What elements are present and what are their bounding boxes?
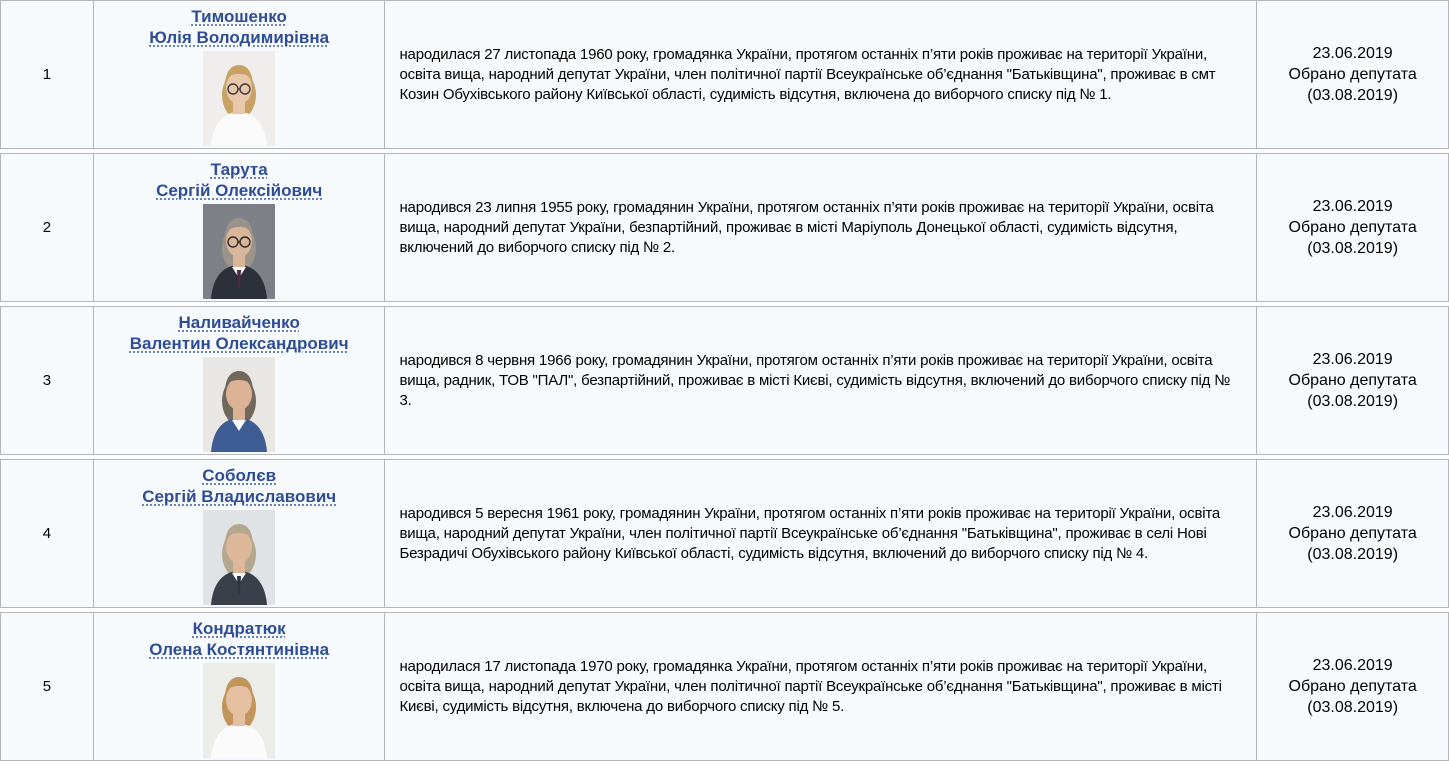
status-text: Обрано депутата	[1288, 66, 1417, 83]
candidate-surname: Наливайченко	[178, 313, 300, 332]
table-row	[0, 612, 1449, 761]
portrait-avatar-icon	[203, 357, 275, 452]
registration-date: 23.06.2019	[1312, 198, 1393, 215]
registration-date: 23.06.2019	[1312, 657, 1393, 674]
row-number-cell	[1, 307, 93, 454]
candidate-surname: Кондратюк	[192, 619, 286, 638]
row-number: 5	[42, 678, 52, 695]
candidate-cell	[93, 613, 385, 760]
candidate-cell	[93, 460, 385, 607]
status-text: Обрано депутата	[1288, 525, 1417, 542]
registration-date: 23.06.2019	[1312, 351, 1393, 368]
row-number-cell	[1, 154, 93, 301]
candidate-given-names: Юлія Володимирівна	[149, 28, 330, 47]
candidate-surname: Тимошенко	[191, 7, 287, 26]
candidate-photo	[203, 204, 275, 299]
status-date: (03.08.2019)	[1307, 699, 1399, 716]
candidate-photo	[203, 357, 275, 452]
candidate-photo	[203, 510, 275, 605]
row-number: 2	[42, 219, 52, 236]
candidate-photo	[203, 51, 275, 146]
row-number-cell	[1, 1, 93, 148]
candidate-surname: Соболєв	[202, 466, 277, 485]
candidate-given-names: Олена Костянтинівна	[149, 640, 330, 659]
status-text: Обрано депутата	[1288, 372, 1417, 389]
candidate-photo	[203, 663, 275, 758]
candidate-cell	[93, 307, 385, 454]
candidate-name-link[interactable]	[156, 159, 322, 201]
decision-cell	[1256, 1, 1448, 148]
decision-cell	[1256, 613, 1448, 760]
registration-date: 23.06.2019	[1312, 504, 1393, 521]
row-number: 4	[42, 525, 52, 542]
candidate-bio: народився 5 вересня 1961 року, громадянин України, протягом останніх п’яти років проживає на території України, освіта вища, народний депутат України, член політичної партії Всеукраїнське об’єднання "Батьківщина", проживає в селі Нові Безрадичі Обухівського району Київської області, судимість відсутня, включений до виборчого списку під № 4.	[399, 504, 1221, 562]
portrait-avatar-icon	[203, 663, 275, 758]
status-text: Обрано депутата	[1288, 219, 1417, 236]
status-date: (03.08.2019)	[1307, 240, 1399, 257]
candidate-name-link[interactable]	[149, 6, 329, 48]
status-text: Обрано депутата	[1288, 678, 1417, 695]
candidate-bio: народився 8 червня 1966 року, громадянин України, протягом останніх п’яти років проживає на території України, освіта вища, радник, ТОВ "ПАЛ", безпартійний, проживає в місті Києві, судимість відсутня, включений до виборчого списку під № 3.	[399, 351, 1231, 409]
table-row	[0, 459, 1449, 608]
status-date: (03.08.2019)	[1307, 393, 1399, 410]
candidate-given-names: Сергій Олексійович	[156, 181, 323, 200]
portrait-avatar-icon	[203, 51, 275, 146]
candidate-bio-cell	[384, 460, 1256, 607]
row-number: 3	[42, 372, 52, 389]
candidate-name-link[interactable]	[142, 465, 336, 507]
row-number-cell	[1, 613, 93, 760]
table-row	[0, 306, 1449, 455]
status-date: (03.08.2019)	[1307, 546, 1399, 563]
candidate-bio-cell	[384, 613, 1256, 760]
candidate-name-link[interactable]	[149, 618, 329, 660]
candidate-bio-cell	[384, 154, 1256, 301]
candidate-cell	[93, 1, 385, 148]
portrait-avatar-icon	[203, 510, 275, 605]
table-row	[0, 0, 1449, 149]
candidate-bio: народився 23 липня 1955 року, громадянин України, протягом останніх п’яти років проживає на території України, освіта вища, народний депутат України, безпартійний, проживає в місті Маріуполь Донецької області, судимість відсутня, включений до виборчого списку під № 2.	[399, 198, 1214, 256]
decision-cell	[1256, 460, 1448, 607]
table-row	[0, 153, 1449, 302]
candidate-bio: народилася 17 листопада 1970 року, громадянка України, протягом останніх п’яти років проживає на території України, освіта вища, народний депутат України, член політичної партії Всеукраїнське об’єднання "Батьківщина", проживає в місті Києві, судимість відсутня, включена до виборчого списку під № 5.	[399, 657, 1222, 715]
candidate-given-names: Сергій Владиславович	[142, 487, 337, 506]
decision-cell	[1256, 154, 1448, 301]
row-number: 1	[42, 66, 52, 83]
status-date: (03.08.2019)	[1307, 87, 1399, 104]
candidate-bio-cell	[384, 307, 1256, 454]
candidate-surname: Тарута	[210, 160, 268, 179]
candidate-cell	[93, 154, 385, 301]
decision-cell	[1256, 307, 1448, 454]
candidate-given-names: Валентин Олександрович	[129, 334, 349, 353]
registration-date: 23.06.2019	[1312, 45, 1393, 62]
candidate-bio: народилася 27 листопада 1960 року, громадянка України, протягом останніх п’яти років проживає на території України, освіта вища, народний депутат України, член політичної партії Всеукраїнське об’єднання "Батьківщина", проживає в смт Козин Обухівського району Київської області, судимість відсутня, включена до виборчого списку під № 1.	[399, 45, 1216, 103]
row-number-cell	[1, 460, 93, 607]
portrait-avatar-icon	[203, 204, 275, 299]
candidate-bio-cell	[384, 1, 1256, 148]
candidate-name-link[interactable]	[130, 312, 349, 354]
